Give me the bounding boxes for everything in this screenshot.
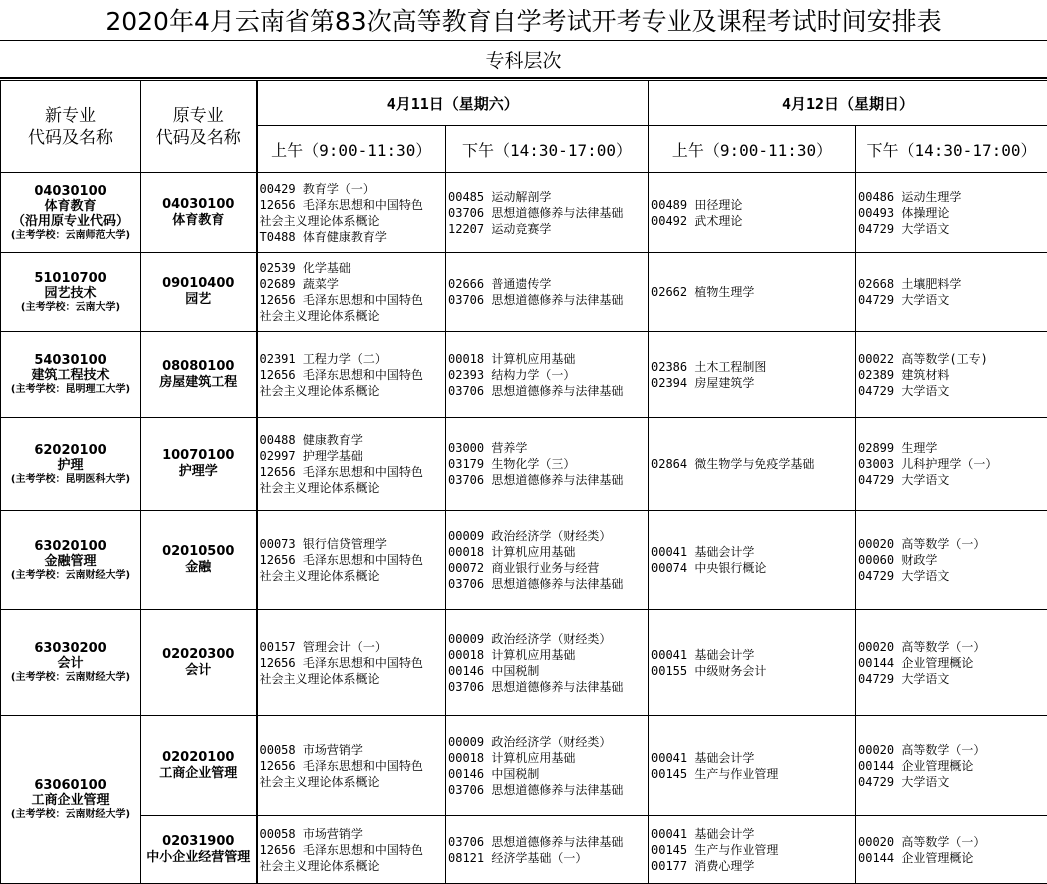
course-cell-d1pm bbox=[446, 511, 649, 610]
level-subtitle: 专科层次 bbox=[0, 41, 1047, 79]
schedule-row bbox=[1, 332, 1047, 418]
orig-major-code: 02020100 bbox=[162, 749, 235, 765]
header-day1: 4月11日（星期六） bbox=[257, 81, 649, 126]
course-entry: 00492 武术理论 bbox=[651, 213, 743, 228]
course-entry: 00145 生产与作业管理 bbox=[651, 766, 779, 781]
course-entry: 00020 高等数学（一） bbox=[858, 537, 986, 551]
host-school: (主考学校：云南大学) bbox=[20, 301, 121, 313]
course-entry: 00018 计算机应用基础 bbox=[448, 545, 576, 559]
course-entry: 00041 基础会计学 bbox=[651, 750, 755, 765]
new-major-cell bbox=[1, 511, 141, 610]
course-entry: 00020 高等数学（一） bbox=[858, 639, 986, 654]
orig-major-cell bbox=[141, 716, 257, 816]
course-entry: 00073 银行信贷管理学 bbox=[259, 537, 387, 551]
header-day1-pm: 下午（14:30-17:00） bbox=[446, 126, 649, 173]
orig-major-name: 金融 bbox=[185, 560, 212, 575]
course-entry: 00146 中国税制 bbox=[448, 766, 540, 781]
course-cell-d1pm bbox=[446, 173, 649, 253]
orig-major-code: 08080100 bbox=[162, 358, 235, 374]
orig-major-cell bbox=[141, 332, 257, 418]
course-cell-d2pm bbox=[856, 418, 1047, 511]
course-entry: 社会主义理论体系概论 bbox=[259, 569, 380, 583]
orig-major-cell bbox=[141, 511, 257, 610]
course-entry: 12656 毛泽东思想和中国特色 bbox=[259, 367, 423, 382]
header-new-major-line2: 代码及名称 bbox=[28, 127, 113, 148]
new-major-code: 04030100 bbox=[34, 183, 107, 199]
course-cell-d1am bbox=[257, 173, 446, 253]
new-major-name: 金融管理 bbox=[44, 553, 97, 569]
course-entry: 04729 大学语文 bbox=[858, 383, 950, 398]
course-cell-d1am bbox=[257, 418, 446, 511]
course-entry: 03706 思想道德修养与法律基础 bbox=[448, 834, 624, 849]
course-entry: 00041 基础会计学 bbox=[651, 647, 755, 662]
header-day1-am: 上午（9:00-11:30） bbox=[257, 126, 446, 173]
course-entry: 03706 思想道德修养与法律基础 bbox=[448, 293, 624, 307]
course-entry: 03179 生物化学（三） bbox=[448, 457, 576, 471]
course-cell-d1pm bbox=[446, 610, 649, 716]
course-entry: 00041 基础会计学 bbox=[651, 545, 755, 559]
course-cell-d2pm bbox=[856, 173, 1047, 253]
header-orig-major-line1: 原专业 bbox=[172, 105, 224, 126]
course-cell-d2pm bbox=[856, 511, 1047, 610]
course-entry: 04729 大学语文 bbox=[858, 569, 950, 583]
header-orig-major bbox=[141, 81, 257, 173]
course-entry: 00018 计算机应用基础 bbox=[448, 750, 576, 765]
course-entry: 12656 毛泽东思想和中国特色 bbox=[259, 655, 423, 670]
course-cell-d1pm bbox=[446, 253, 649, 332]
course-entry: 04729 大学语文 bbox=[858, 774, 950, 789]
course-entry: 社会主义理论体系概论 bbox=[259, 309, 380, 323]
course-cell-d2am bbox=[649, 816, 856, 884]
course-entry: 00041 基础会计学 bbox=[651, 826, 755, 841]
course-entry: 12207 运动竞赛学 bbox=[448, 221, 552, 236]
course-entry: 00074 中央银行概论 bbox=[651, 561, 767, 575]
course-cell-d2pm bbox=[856, 716, 1047, 816]
schedule-row bbox=[1, 610, 1047, 716]
orig-major-cell bbox=[141, 610, 257, 716]
orig-major-cell bbox=[141, 253, 257, 332]
course-entry: 02394 房屋建筑学 bbox=[651, 375, 755, 390]
new-major-cell bbox=[1, 418, 141, 511]
orig-major-code: 09010400 bbox=[162, 276, 235, 291]
course-entry: 00020 高等数学（一） bbox=[858, 834, 986, 849]
course-entry: 12656 毛泽东思想和中国特色 bbox=[259, 842, 423, 857]
host-school: (主考学校：云南师范大学) bbox=[10, 229, 131, 241]
header-new-major-line1: 新专业 bbox=[45, 105, 96, 126]
orig-major-code: 02020300 bbox=[162, 646, 235, 662]
course-entry: 00157 管理会计（一） bbox=[259, 639, 387, 654]
course-entry: 00018 计算机应用基础 bbox=[448, 351, 576, 366]
course-entry: 02668 土壤肥料学 bbox=[858, 277, 962, 291]
course-cell-d2pm bbox=[856, 332, 1047, 418]
new-major-cell bbox=[1, 253, 141, 332]
course-entry: 00058 市场营销学 bbox=[259, 826, 363, 841]
course-entry: 00020 高等数学（一） bbox=[858, 742, 986, 757]
course-cell-d1pm bbox=[446, 332, 649, 418]
course-entry: 03706 思想道德修养与法律基础 bbox=[448, 383, 624, 398]
schedule-row bbox=[1, 173, 1047, 253]
course-entry: 00146 中国税制 bbox=[448, 663, 540, 678]
new-major-code: 63030200 bbox=[34, 641, 107, 656]
course-entry: 02662 植物生理学 bbox=[651, 285, 755, 299]
document-title: 2020年4月云南省第83次高等教育自学考试开考专业及课程考试时间安排表 bbox=[0, 0, 1047, 41]
course-entry: 02997 护理学基础 bbox=[259, 449, 363, 463]
new-major-cell bbox=[1, 332, 141, 418]
course-entry: 00493 体操理论 bbox=[858, 205, 950, 220]
course-entry: 03706 思想道德修养与法律基础 bbox=[448, 577, 624, 591]
course-entry: 03003 儿科护理学（一） bbox=[858, 457, 998, 471]
host-school: (主考学校：云南财经大学) bbox=[10, 672, 131, 683]
course-cell-d2pm bbox=[856, 816, 1047, 884]
course-cell-d1am bbox=[257, 253, 446, 332]
new-major-name: 体育教育 bbox=[44, 198, 97, 214]
header-day2-am: 上午（9:00-11:30） bbox=[649, 126, 856, 173]
course-entry: 03000 营养学 bbox=[448, 441, 528, 455]
course-cell-d1pm bbox=[446, 816, 649, 884]
course-entry: 12656 毛泽东思想和中国特色 bbox=[259, 197, 423, 212]
orig-major-name: 中小企业经营管理 bbox=[146, 849, 251, 865]
orig-major-name: 护理学 bbox=[178, 464, 218, 479]
course-entry: 02689 蔬菜学 bbox=[259, 277, 339, 291]
schedule-row bbox=[1, 511, 1047, 610]
orig-major-name: 工商企业管理 bbox=[159, 765, 238, 781]
new-major-name: 会计 bbox=[57, 656, 84, 671]
course-entry: 00429 教育学（一） bbox=[259, 181, 375, 196]
course-entry: 04729 大学语文 bbox=[858, 221, 950, 236]
course-entry: 12656 毛泽东思想和中国特色 bbox=[259, 758, 423, 773]
schedule-row bbox=[1, 418, 1047, 511]
course-entry: 12656 毛泽东思想和中国特色 bbox=[259, 553, 423, 567]
course-cell-d1am bbox=[257, 332, 446, 418]
course-entry: 00009 政治经济学（财经类） bbox=[448, 734, 612, 749]
orig-major-code: 02031900 bbox=[162, 833, 235, 849]
course-entry: 00144 企业管理概论 bbox=[858, 850, 974, 865]
host-school: (主考学校：云南财经大学) bbox=[10, 809, 131, 820]
course-cell-d1am bbox=[257, 511, 446, 610]
course-entry: 02386 土木工程制图 bbox=[651, 359, 767, 374]
orig-major-name: 会计 bbox=[185, 662, 212, 678]
course-entry: 00485 运动解剖学 bbox=[448, 189, 552, 204]
course-entry: 03706 思想道德修养与法律基础 bbox=[448, 782, 624, 797]
header-new-major bbox=[1, 81, 141, 173]
course-entry: 00144 企业管理概论 bbox=[858, 758, 974, 773]
course-cell-d1am bbox=[257, 716, 446, 816]
course-entry: 02393 结构力学（一） bbox=[448, 367, 576, 382]
course-entry: 00009 政治经济学（财经类） bbox=[448, 529, 612, 543]
course-entry: 社会主义理论体系概论 bbox=[259, 858, 380, 873]
course-entry: 00489 田径理论 bbox=[651, 197, 743, 212]
course-entry: 03706 思想道德修养与法律基础 bbox=[448, 679, 624, 694]
new-major-code: 63020100 bbox=[34, 538, 107, 554]
course-entry: 03706 思想道德修养与法律基础 bbox=[448, 205, 624, 220]
orig-major-name: 房屋建筑工程 bbox=[159, 374, 238, 390]
course-cell-d1am bbox=[257, 610, 446, 716]
orig-major-name: 园艺 bbox=[185, 292, 212, 307]
course-entry: 00145 生产与作业管理 bbox=[651, 842, 779, 857]
orig-major-cell bbox=[141, 173, 257, 253]
course-cell-d2am bbox=[649, 511, 856, 610]
new-major-cell bbox=[1, 610, 141, 716]
orig-major-cell bbox=[141, 418, 257, 511]
course-cell-d2am bbox=[649, 332, 856, 418]
host-school: (主考学校：昆明理工大学) bbox=[10, 384, 131, 395]
new-major-code: 54030100 bbox=[34, 353, 107, 368]
course-cell-d1pm bbox=[446, 716, 649, 816]
course-entry: 00177 消费心理学 bbox=[651, 858, 755, 873]
schedule-row bbox=[1, 816, 1047, 884]
host-school: (主考学校：昆明医科大学) bbox=[10, 473, 131, 485]
new-major-name: 建筑工程技术 bbox=[31, 368, 110, 383]
course-entry: 00060 财政学 bbox=[858, 553, 938, 567]
course-entry: 02389 建筑材料 bbox=[858, 367, 950, 382]
course-entry: 00144 企业管理概论 bbox=[858, 655, 974, 670]
course-entry: 02899 生理学 bbox=[858, 441, 938, 455]
course-entry: 00486 运动生理学 bbox=[858, 189, 962, 204]
new-major-cell bbox=[1, 173, 141, 253]
host-school: (主考学校：云南财经大学) bbox=[10, 569, 131, 581]
course-entry: 02666 普通遗传学 bbox=[448, 277, 552, 291]
new-major-cell bbox=[1, 716, 141, 884]
course-cell-d2am bbox=[649, 716, 856, 816]
course-entry: 04729 大学语文 bbox=[858, 293, 950, 307]
course-cell-d2am bbox=[649, 418, 856, 511]
schedule-row bbox=[1, 253, 1047, 332]
header-day2: 4月12日（星期日） bbox=[649, 81, 1047, 126]
course-entry: 00155 中级财务会计 bbox=[651, 663, 767, 678]
header-orig-major-line2: 代码及名称 bbox=[155, 127, 241, 148]
course-entry: 00022 高等数学(工专) bbox=[858, 351, 988, 366]
course-entry: 社会主义理论体系概论 bbox=[259, 213, 380, 228]
orig-major-code: 10070100 bbox=[162, 448, 235, 463]
course-entry: 08121 经济学基础（一） bbox=[448, 850, 588, 865]
course-entry: 02391 工程力学（二） bbox=[259, 351, 387, 366]
new-major-code: 62020100 bbox=[34, 442, 107, 458]
orig-major-cell bbox=[141, 816, 257, 884]
new-major-name: 护理 bbox=[57, 457, 84, 473]
orig-major-name: 体育教育 bbox=[172, 212, 225, 228]
course-entry: 00009 政治经济学（财经类） bbox=[448, 631, 612, 646]
course-entry: 社会主义理论体系概论 bbox=[259, 671, 380, 686]
course-entry: 02864 微生物学与免疫学基础 bbox=[651, 457, 815, 471]
course-entry: 04729 大学语文 bbox=[858, 671, 950, 686]
course-entry: 00018 计算机应用基础 bbox=[448, 647, 576, 662]
course-cell-d1pm bbox=[446, 418, 649, 511]
exam-schedule-table bbox=[0, 80, 1047, 884]
course-cell-d2pm bbox=[856, 610, 1047, 716]
course-entry: 00488 健康教育学 bbox=[259, 433, 363, 447]
course-cell-d2am bbox=[649, 610, 856, 716]
orig-major-code: 04030100 bbox=[162, 196, 235, 212]
course-entry: 03706 思想道德修养与法律基础 bbox=[448, 473, 624, 487]
new-major-name: 工商企业管理 bbox=[31, 793, 110, 808]
course-cell-d2pm bbox=[856, 253, 1047, 332]
course-entry: 12656 毛泽东思想和中国特色 bbox=[259, 293, 423, 307]
new-major-note: （沿用原专业代码） bbox=[11, 213, 129, 229]
new-major-code: 63060100 bbox=[34, 778, 107, 793]
course-entry: 12656 毛泽东思想和中国特色 bbox=[259, 465, 423, 479]
course-entry: T0488 体育健康教育学 bbox=[259, 229, 387, 244]
course-entry: 社会主义理论体系概论 bbox=[259, 481, 380, 495]
course-entry: 社会主义理论体系概论 bbox=[259, 383, 380, 398]
course-entry: 00058 市场营销学 bbox=[259, 742, 363, 757]
course-entry: 00072 商业银行业务与经营 bbox=[448, 561, 600, 575]
course-entry: 社会主义理论体系概论 bbox=[259, 774, 380, 789]
course-cell-d2am bbox=[649, 173, 856, 253]
course-entry: 02539 化学基础 bbox=[259, 261, 351, 275]
new-major-code: 51010700 bbox=[34, 270, 107, 286]
header-day2-pm: 下午（14:30-17:00） bbox=[856, 126, 1047, 173]
schedule-row bbox=[1, 716, 1047, 816]
course-entry: 04729 大学语文 bbox=[858, 473, 950, 487]
orig-major-code: 02010500 bbox=[162, 544, 235, 559]
new-major-name: 园艺技术 bbox=[44, 285, 97, 301]
course-cell-d2am bbox=[649, 253, 856, 332]
course-cell-d1am bbox=[257, 816, 446, 884]
